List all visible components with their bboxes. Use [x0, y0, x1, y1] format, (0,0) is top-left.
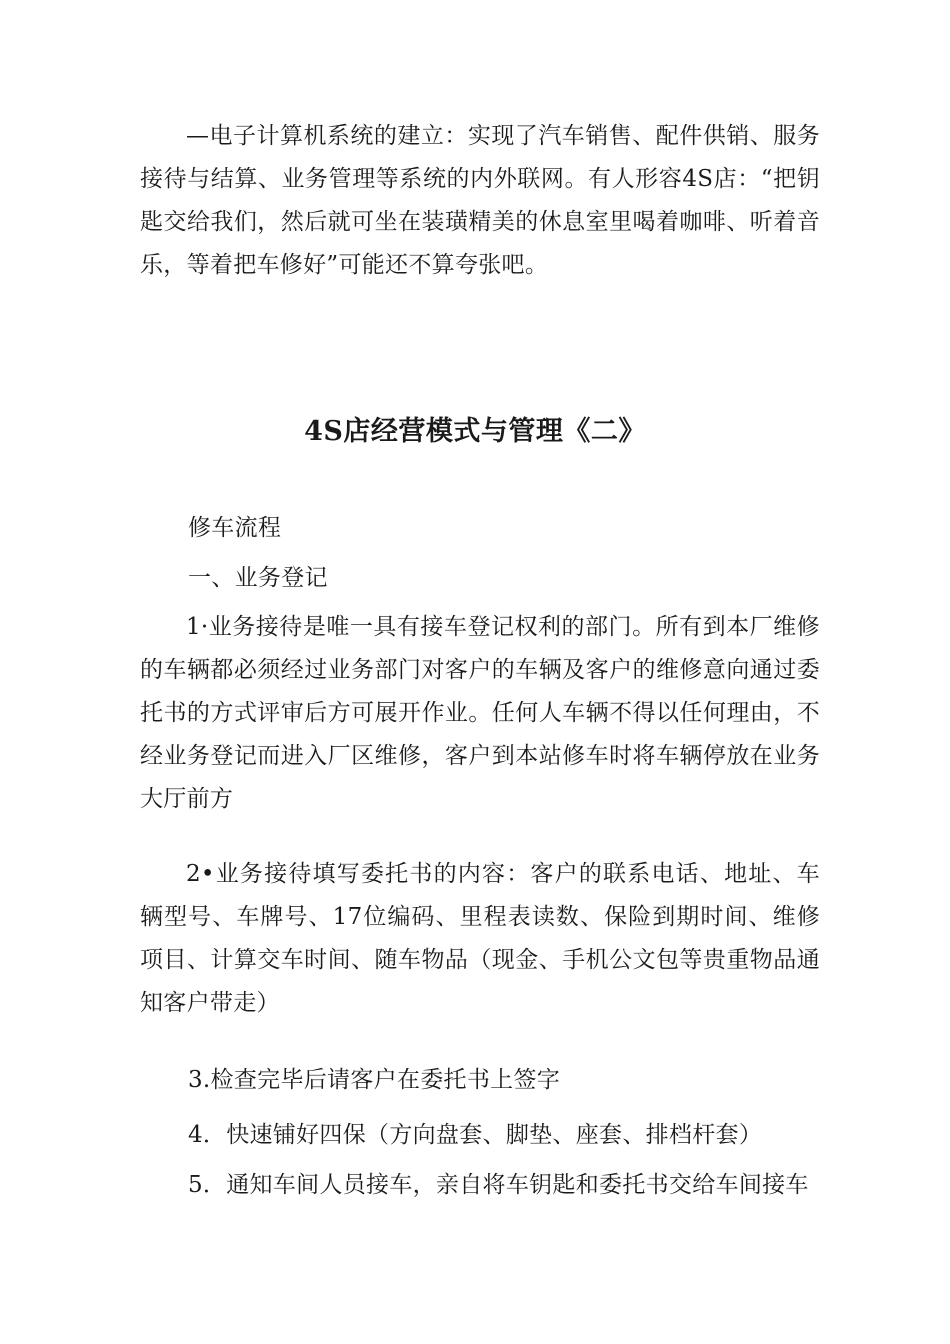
page-title: 4S店经营模式与管理《二》: [304, 416, 646, 447]
section-subtitle: 修车流程: [188, 515, 282, 541]
section-heading: 一、业务登记: [188, 565, 328, 591]
list-item-2: 2•业务接待填写委托书的内容：客户的联系电话、地址、车辆型号、车牌号、17位编码、里程表读数、保险到期时间、维修项目、计算交车时间、随车物品（现金、手机公文包等贵重物品通知客户带走）: [140, 861, 820, 1016]
list-item-3: 3.检查完毕后请客户在委托书上签字: [188, 1067, 561, 1093]
intro-paragraph: —电子计算机系统的建立：实现了汽车销售、配件供销、服务接待与结算、业务管理等系统的内外联网。有人形容4S店：“把钥匙交给我们，然后就可坐在装璜精美的休息室里喝着咖啡、听着音乐，等着把车修好”可能还不算夸张吧。: [140, 123, 820, 278]
list-item-5: 5．通知车间人员接车，亲自将车钥匙和委托书交给车间接车: [188, 1172, 809, 1198]
list-item-4: 4．快速铺好四保（方向盘套、脚垫、座套、排档杆套）: [188, 1122, 763, 1148]
list-item-1: 1·业务接待是唯一具有接车登记权利的部门。所有到本厂维修的车辆都必须经过业务部门对客户的车辆及客户的维修意向通过委托书的方式评审后方可展开作业。任何人车辆不得以任何理由，不经业务登记而进入厂区维修，客户到本站修车时将车辆停放在业务大厅前方: [140, 614, 820, 812]
